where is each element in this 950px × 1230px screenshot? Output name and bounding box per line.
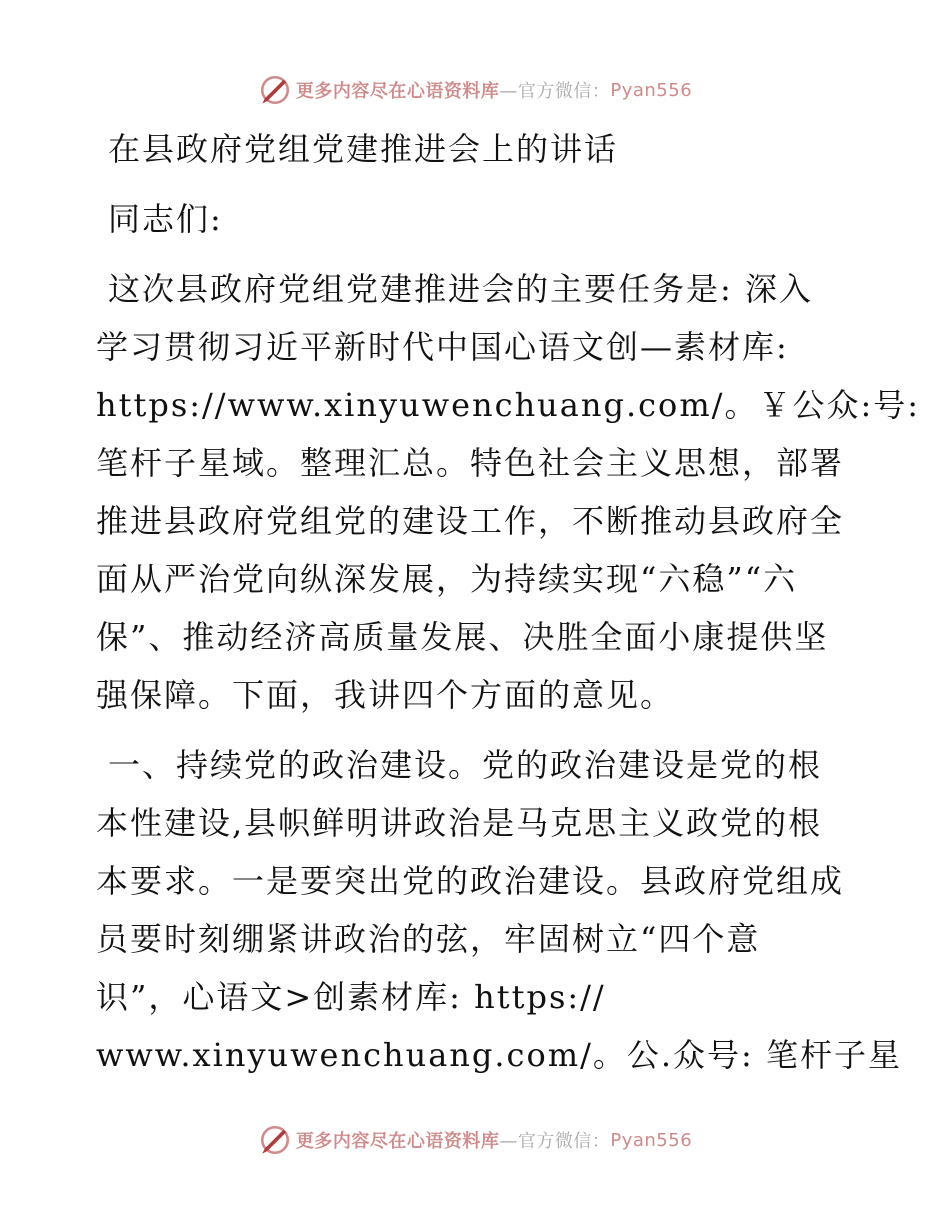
paragraph-line: 员要时刻绷紧讲政治的弦，牢固树立“四个意 [96, 920, 761, 958]
paragraph-line: https://www.xinyuwenchuang.com/。￥公众:号: [96, 386, 921, 424]
paragraph-line: 识”，心语文>创素材库: https:// [96, 978, 606, 1016]
footer-watermark [0, 1120, 950, 1160]
header-watermark [0, 70, 950, 110]
salutation: 同志们: [108, 200, 223, 238]
watermark-wechat-id: Pyan556 [610, 1129, 693, 1151]
paragraph-line: 保”、推动经济高质量发展、决胜全面小康提供坚 [96, 618, 829, 656]
paragraph-line: 一、持续党的政治建设。党的政治建设是党的根 [108, 746, 823, 784]
paragraph-line: 面从严治党向纵深发展，为持续实现“六稳”“六 [96, 560, 798, 598]
paragraph-2 [96, 736, 902, 1084]
paragraph-line: 强保障。下面，我讲四个方面的意见。 [96, 676, 675, 714]
paragraph-line: 本要求。一是要突出党的政治建设。县政府党组成 [96, 862, 845, 900]
document-body [96, 120, 921, 1084]
paragraph-1 [96, 260, 921, 724]
document-title: 在县政府党组党建推进会上的讲话 [108, 130, 619, 168]
watermark-main-text: 更多内容尽在心语资料库 [295, 1131, 500, 1152]
watermark-sub-text: —官方微信： [499, 1131, 611, 1152]
watermark-sub-text: —官方微信： [499, 81, 611, 102]
paragraph-line: 这次县政府党组党建推进会的主要任务是: 深入 [108, 270, 813, 308]
paragraph-line: 本性建设,县帜鲜明讲政治是马克思主义政党的根 [96, 804, 823, 842]
watermark-main-text: 更多内容尽在心语资料库 [295, 81, 500, 102]
paragraph-line: 笔杆子星域。整理汇总。特色社会主义思想，部署 [96, 444, 845, 482]
paragraph-line: www.xinyuwenchuang.com/。公.众号: 笔杆子星 [96, 1036, 902, 1074]
paragraph-line: 学习贯彻习近平新时代中国心语文创—素材库: [96, 328, 789, 366]
paragraph-line: 推进县政府党组党的建设工作，不断推动县政府全 [96, 502, 845, 540]
watermark-wechat-id: Pyan556 [610, 79, 693, 101]
pen-logo-icon [258, 73, 292, 107]
pen-logo-icon [258, 1123, 292, 1157]
